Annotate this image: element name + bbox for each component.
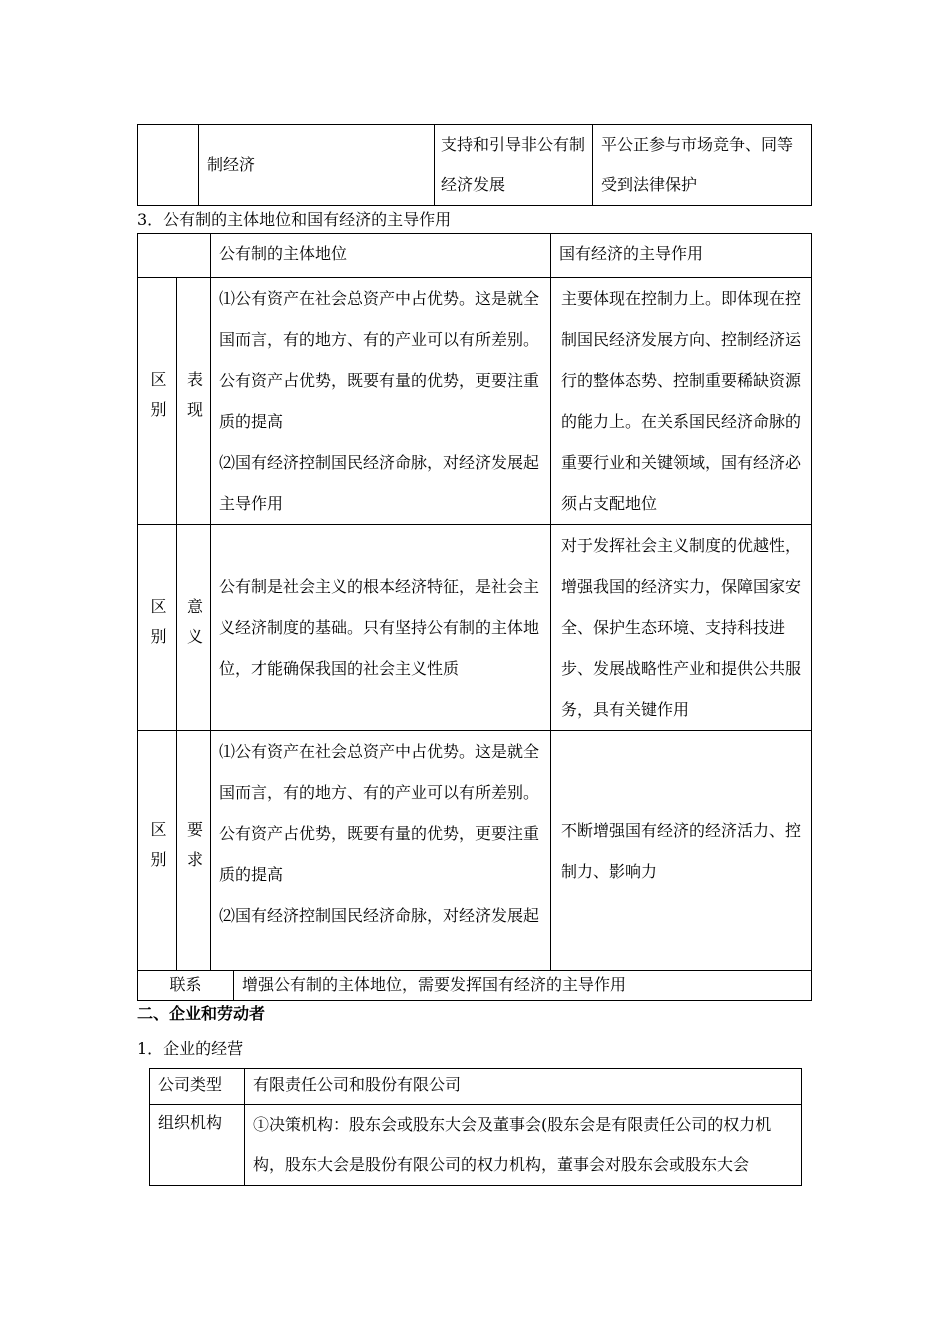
table-row xyxy=(138,278,812,525)
table-row xyxy=(138,525,812,731)
row-label: 公司类型 xyxy=(150,1069,245,1105)
table-cell: ①决策机构：股东会或股东大会及董事会(股东会是有限责任公司的权力机构，股东大会是股份有限公司的权力机构，董事会对股东会或股东大会 xyxy=(245,1105,802,1186)
table-cell: 有限责任公司和股份有限公司 xyxy=(245,1069,802,1105)
table-cell: ⑴公有资产在社会总资产中占优势。这是就全国而言，有的地方、有的产业可以有所差别。公有资产占优势，既要有量的优势，更要注重质的提高 ⑵国有经济控制国民经济命脉，对经济发展起 xyxy=(211,731,551,971)
row-sublabel: 要求 xyxy=(177,731,211,971)
enterprise-table xyxy=(149,1068,802,1186)
table-header-row xyxy=(138,234,812,278)
table-row xyxy=(150,1069,802,1105)
header-cell: 国有经济的主导作用 xyxy=(551,234,812,278)
section-heading: 1．企业的经营 xyxy=(137,1039,244,1058)
table-cell: 平公正参与市场竞争、同等受到法律保护 xyxy=(593,125,812,206)
table-cell: ⑴公有资产在社会总资产中占优势。这是就全国而言，有的地方、有的产业可以有所差别。公有资产占优势，既要有量的优势，更要注重质的提高 ⑵国有经济控制国民经济命脉，对经济发展起主导作用 xyxy=(211,278,551,525)
table-row xyxy=(138,125,812,206)
header-cell xyxy=(138,234,211,278)
section-heading: 3．公有制的主体地位和国有经济的主导作用 xyxy=(137,210,452,229)
table-cell: 支持和引导非公有制经济发展 xyxy=(435,125,593,206)
row-label: 联系 xyxy=(138,971,234,1001)
header-cell: 公有制的主体地位 xyxy=(211,234,551,278)
row-label: 区别 xyxy=(138,278,177,525)
table-cell: 制经济 xyxy=(199,125,435,206)
table-cell: 增强公有制的主体地位，需要发挥国有经济的主导作用 xyxy=(234,971,812,1001)
continuation-table xyxy=(137,124,812,206)
part-heading: 二、企业和劳动者 xyxy=(137,1004,266,1023)
row-sublabel: 表现 xyxy=(177,278,211,525)
comparison-table xyxy=(137,233,812,1001)
table-cell: 公有制是社会主义的根本经济特征，是社会主义经济制度的基础。只有坚持公有制的主体地位，才能确保我国的社会主义性质 xyxy=(211,525,551,731)
row-label: 区别 xyxy=(138,525,177,731)
table-cell: 对于发挥社会主义制度的优越性，增强我国的经济实力，保障国家安全、保护生态环境、支持科技进步、发展战略性产业和提供公共服务，具有关键作用 xyxy=(551,525,812,731)
table-row xyxy=(138,971,812,1001)
row-label: 区别 xyxy=(138,731,177,971)
row-label: 组织机构 xyxy=(150,1105,245,1186)
table-cell: 主要体现在控制力上。即体现在控制国民经济发展方向、控制经济运行的整体态势、控制重要稀缺资源的能力上。在关系国民经济命脉的重要行业和关键领域，国有经济必须占支配地位 xyxy=(551,278,812,525)
row-sublabel: 意义 xyxy=(177,525,211,731)
table-cell xyxy=(138,125,199,206)
table-cell: 不断增强国有经济的经济活力、控制力、影响力 xyxy=(551,731,812,971)
table-row xyxy=(138,731,812,971)
table-row xyxy=(150,1105,802,1186)
